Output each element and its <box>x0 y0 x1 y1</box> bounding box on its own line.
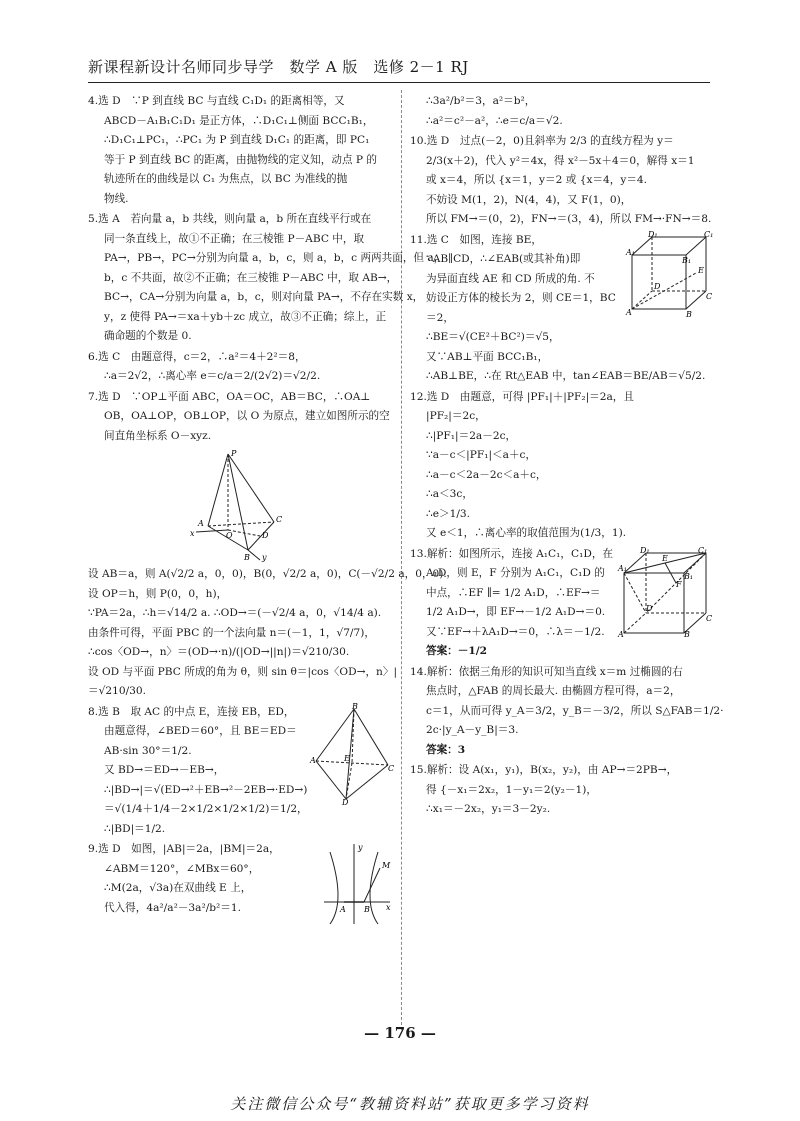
svg-text:A: A <box>618 629 624 639</box>
text-line: 7.选 D ∵OP⊥平面 ABC，OA＝OC，AB＝BC，∴OA⊥ <box>88 390 371 403</box>
text-line: 8.选 B 取 AC 的中点 E，连接 EB，ED， <box>88 705 295 718</box>
text-line: ∴|PF₁|＝2a－2c， <box>426 429 517 442</box>
text-line: ABCD－A₁B₁C₁D₁ 是正方体，∴D₁C₁⊥侧面 BCC₁B₁， <box>104 114 374 127</box>
svg-text:A: A <box>626 307 632 317</box>
text-line: 13.解析：如图所示，连接 A₁C₁，C₁D，在 <box>410 547 614 560</box>
answer-line: 答案：3 <box>426 743 466 756</box>
svg-text:E: E <box>344 753 350 763</box>
svg-text:B: B <box>686 309 692 319</box>
text-line: 代入得，4a²/a²－3a²/b²＝1. <box>104 901 242 914</box>
text-line: 同一条直线上，故①不正确；在三棱锥 P－ABC 中，取 <box>104 232 365 245</box>
svg-text:A₁: A₁ <box>618 563 627 573</box>
text-line: OB，OA⊥OP，OB⊥OP，以 O 为原点，建立如图所示的空 <box>104 410 390 422</box>
text-line: 6.选 C 由题意得，c＝2，∴a²＝4＋2²＝8， <box>88 350 306 363</box>
svg-text:B: B <box>684 629 690 639</box>
text-line: b，c 不共面，故②不正确；在三棱锥 P－ABC 中，取 AB→， <box>104 271 398 284</box>
svg-text:B: B <box>364 905 370 914</box>
svg-text:C: C <box>388 763 395 773</box>
text-line: A₁D，则 E，F 分别为 A₁C₁，C₁D 的 <box>426 567 605 579</box>
text-line: AB·sin 30°＝1/2. <box>104 744 192 757</box>
svg-text:C: C <box>706 613 713 623</box>
header-rule <box>88 82 710 83</box>
svg-text:D: D <box>342 797 349 807</box>
svg-text:A₁: A₁ <box>626 247 635 257</box>
svg-text:C₁: C₁ <box>698 545 708 555</box>
cube-diagram-11 <box>626 229 714 319</box>
text-line: 设 OP＝h，则 P(0，0，h)， <box>88 587 228 600</box>
svg-text:D₁: D₁ <box>640 545 650 555</box>
text-line: 2c·|y_A－y_B|＝3. <box>426 724 519 736</box>
text-line: ＝2， <box>426 311 454 324</box>
svg-text:D: D <box>646 603 653 613</box>
svg-text:y: y <box>358 843 363 852</box>
answer-item-7 <box>88 388 394 565</box>
text-line: 15.解析：设 A(x₁，y₁)，B(x₂，y₂)，由 AP→＝2PB→， <box>410 764 678 776</box>
text-line: ∴e＞1/3. <box>426 507 471 520</box>
text-line: 所以 FM→＝(0，2)，FN→＝(3，4)，所以 FM→·FN→＝8. <box>426 213 712 225</box>
text-line: 中点，∴EF ∥= 1/2 A₁D，∴EF→＝ <box>426 586 601 599</box>
hyperbola-diagram <box>324 842 394 926</box>
text-line: ∴a²＝c²－a²，∴e＝c/a＝√2. <box>426 114 563 127</box>
svg-text:E: E <box>698 265 704 275</box>
svg-text:A: A <box>310 755 316 765</box>
answer-item-9-cont <box>410 92 710 131</box>
svg-text:E: E <box>662 553 668 563</box>
text-line: ∴M(2a，√3a)在双曲线 E 上， <box>104 882 252 894</box>
answer-item-8 <box>88 703 394 840</box>
text-line: 间直角坐标系 O－xyz. <box>104 429 212 442</box>
text-line: 5.选 A 若向量 a，b 共线，则向量 a，b 所在直线平行或在 <box>88 213 372 225</box>
answer-item-10 <box>410 132 710 230</box>
page-footer: 关注微信公众号“教辅资料站”获取更多学习资料 <box>230 1095 590 1113</box>
answer-item-13 <box>410 545 713 662</box>
text-line: 又 BD→＝ED→－EB→， <box>104 764 225 776</box>
text-line: 又 e＜1，∴离心率的取值范围为(1/3，1). <box>426 527 627 539</box>
text-line: 确命题的个数是 0. <box>104 330 192 342</box>
pyramid-figure <box>88 446 394 564</box>
text-line: 物线. <box>104 192 129 205</box>
svg-text:O: O <box>226 531 233 540</box>
answer-item-11 <box>410 229 714 387</box>
text-line: 由条件可得，平面 PBC 的一个法向量 n＝(－1，1，√7/7)， <box>88 626 375 639</box>
text-line: 等于 P 到直线 BC 的距离，由抛物线的定义知，动点 P 的 <box>104 153 378 166</box>
text-line: |PF₂|＝2c， <box>426 410 486 422</box>
answer-item-9 <box>88 840 394 928</box>
text-line: ∴AB⊥BE，∴在 Rt△EAB 中，tan∠EAB＝BE/AB＝√5/2. <box>426 370 706 382</box>
right-column <box>410 92 724 821</box>
text-line: ＝√(1/4＋1/4－2×1/2×1/2×1/2)＝1/2， <box>104 803 308 815</box>
text-line: 得 {－x₁＝2x₂，1－y₁＝2(y₂－1)， <box>426 783 597 796</box>
text-line: ∴a＜3c， <box>426 488 473 500</box>
text-line: 9.选 D 如图，|AB|＝2a，|BM|＝2a， <box>88 843 280 855</box>
answer-item-15 <box>410 761 710 820</box>
text-line: ∴D₁C₁⊥PC₁，∴PC₁ 为 P 到直线 D₁C₁ 的距离，即 PC₁ <box>104 134 370 146</box>
svg-text:x: x <box>190 529 195 538</box>
text-line: ∴BE＝√(CE²＋BC²)＝√5， <box>426 331 560 343</box>
answer-line: 答案：－1/2 <box>426 645 487 657</box>
column-divider <box>401 90 402 1030</box>
text-line: 1/2 A₁D→，即 EF→－1/2 A₁D→＝0. <box>426 606 606 618</box>
pyramid-diagram <box>188 446 318 562</box>
text-line: 设 OD 与平面 PBC 所成的角为 θ，则 sin θ＝|cos〈OD→，n〉| <box>88 665 398 678</box>
svg-text:C: C <box>276 515 283 524</box>
answer-item-4 <box>88 92 394 209</box>
cube-diagram-13 <box>618 545 713 639</box>
text-line: ∴|BD→|＝√(ED→²＋EB→²－2EB→·ED→) <box>104 783 308 796</box>
text-line: 14.解析：依据三角形的知识可知当直线 x＝m 过椭圆的右 <box>410 665 683 678</box>
svg-text:D: D <box>262 531 269 540</box>
text-line: y，z 使得 PA→＝xa＋yb＋zc 成立，故③不正确；综上，正 <box>104 310 387 323</box>
text-line: ＝√210/30. <box>88 685 146 697</box>
svg-text:B₁: B₁ <box>682 255 692 265</box>
svg-text:P: P <box>231 449 237 458</box>
text-line: 2/3(x＋2)，代入 y²＝4x，得 x²－5x＋4＝0，解得 x＝1 <box>426 154 695 167</box>
answer-item-12 <box>410 388 710 544</box>
svg-text:C: C <box>706 291 713 301</box>
svg-text:D₁: D₁ <box>648 229 658 239</box>
text-line: ∴x₁＝－2x₂，y₁＝3－2y₂. <box>426 803 551 815</box>
text-line: 妨设正方体的棱长为 2，则 CE＝1，BC <box>426 292 616 304</box>
text-line: 为异面直线 AE 和 CD 所成的角. 不 <box>426 272 595 285</box>
text-line: 不妨设 M(1，2)，N(4，4)，又 F(1，0)， <box>426 193 632 206</box>
page-header: 新课程新设计名师同步导学 数学 A 版 选修 2－1 RJ <box>88 58 469 76</box>
text-line: 焦点时，△FAB 的周长最大. 由椭圆方程可得，a＝2， <box>426 685 681 697</box>
text-line: 12.选 D 由题意，可得 |PF₁|＋|PF₂|＝2a，且 <box>410 390 634 403</box>
svg-text:C₁: C₁ <box>704 229 714 239</box>
text-line: ∴a＝2√2，∴离心率 e＝c/a＝2/(2√2)＝√2/2. <box>104 370 321 382</box>
text-line: ∵AB∥CD，∴∠EAB(或其补角)即 <box>426 253 581 265</box>
text-line: 轨迹所在的曲线是以 C₁ 为焦点，以 BC 为准线的抛 <box>104 173 348 185</box>
text-line: BC→，CA→分别为向量 a，b，c，则对向量 PA→，不存在实数 x， <box>104 291 424 303</box>
svg-text:D: D <box>654 281 661 291</box>
text-line: 10.选 D 过点(－2，0)且斜率为 2/3 的直线方程为 y＝ <box>410 135 674 147</box>
svg-text:M: M <box>382 861 391 870</box>
text-line: ∵PA＝2a，∴h＝√14/2 a. ∴OD→＝(－√2/4 a，0，√14/4 a). <box>88 607 382 619</box>
text-line: c＝1，从而可得 y_A＝3/2，y_B＝－3/2，所以 S△FAB＝1/2· <box>426 704 724 717</box>
svg-text:B₁: B₁ <box>684 571 694 581</box>
page-number: — 176 — <box>364 1024 436 1042</box>
svg-text:F: F <box>676 579 682 589</box>
text-line: 或 x＝4，所以 {x＝1，y＝2 或 {x＝4，y＝4. <box>426 174 648 186</box>
svg-text:A: A <box>198 519 204 528</box>
answer-item-6 <box>88 348 394 387</box>
text-line: 又∵EF→＋λA₁D→＝0，∴λ＝－1/2. <box>426 625 605 638</box>
text-line: 又∵AB⊥平面 BCC₁B₁， <box>426 350 549 363</box>
text-line: ∴a－c＜2a－2c＜a＋c， <box>426 468 547 481</box>
answer-item-5 <box>88 210 445 347</box>
svg-text:y: y <box>262 553 267 562</box>
tetrahedron-diagram <box>310 701 395 807</box>
text-line: 4.选 D ∵P 到直线 BC 与直线 C₁D₁ 的距离相等，又 <box>88 95 345 107</box>
answer-item-7-cont <box>88 565 447 702</box>
text-line: 设 AB＝a，则 A(√2/2 a，0，0)，B(0，√2/2 a，0)，C(－√2/2 a，0，0). <box>88 568 447 580</box>
text-line: ∴3a²/b²＝3，a²＝b²， <box>426 95 536 107</box>
text-line: PA→，PB→，PC→分别为向量 a，b，c，则 a，b，c 两两共面，但 a， <box>104 252 445 264</box>
text-line: ∵a－c＜|PF₁|＜a＋c， <box>426 449 537 461</box>
text-line: ∴cos〈OD→，n〉＝(OD→·n)/(|OD→||n|)＝√210/30. <box>88 646 350 658</box>
answer-item-14 <box>410 663 724 761</box>
text-line: ∴|BD|＝1/2. <box>104 822 166 835</box>
svg-text:A: A <box>340 905 346 914</box>
text-line: ∠ABM＝120°，∠MBx＝60°， <box>104 862 260 875</box>
svg-text:B: B <box>244 553 250 562</box>
text-line: 由题意得，∠BED＝60°，且 BE＝ED＝ <box>104 725 297 737</box>
svg-text:x: x <box>386 903 391 912</box>
svg-text:B: B <box>352 701 358 711</box>
text-line: 11.选 C 如图，连接 BE， <box>410 233 542 246</box>
